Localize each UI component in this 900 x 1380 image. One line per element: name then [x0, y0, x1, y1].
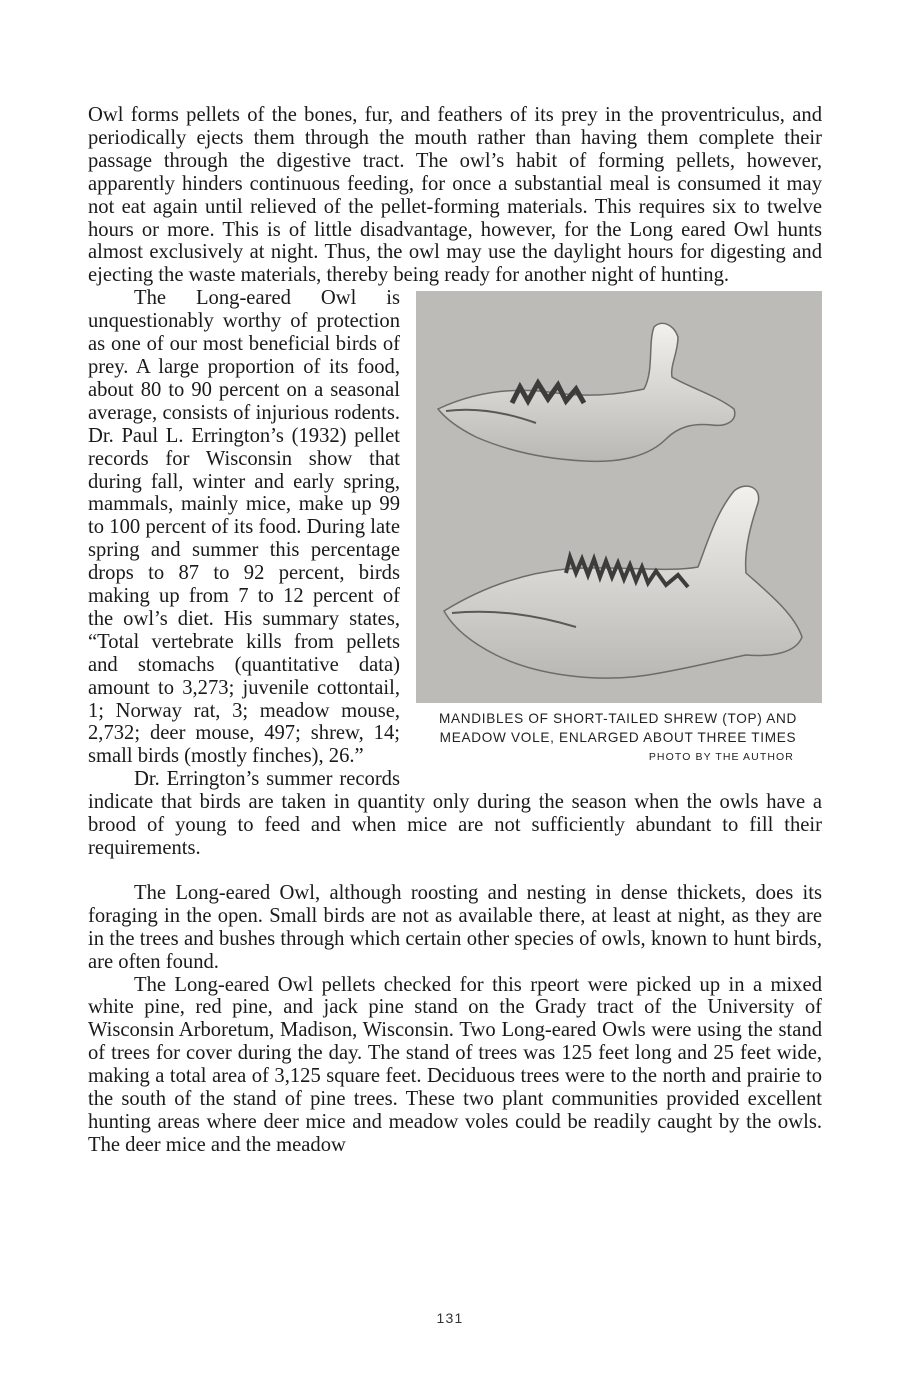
paragraph-pellet-site: The Long-eared Owl pellets checked for this rpeort were picked up in a mixed white pine, red pine, and jack pine stand on the Grady tract of the University of Wisconsin Arboretum, Madison, Wisconsin. Two Long-eared Owls were using the stand of trees for cover during the day. The stand of trees was 125 feet long and 25 feet wide, making a total area of 3,125 square feet. Deciduous trees were to the north and prairie to the south of the stand of pine trees. These two plant communities provided excellent hunting areas where deer mice and meadow voles could be readily caught by the owls. The deer mice and the meadow: [88, 973, 822, 1156]
page-number: 131: [436, 1310, 464, 1326]
page-body: [88, 104, 822, 1157]
paragraph-summer-records: Dr. Errington’s summer records indicate that birds are taken in quantity only during the season when the owls have a brood of young to feed and when mice are not sufficiently abundant to fill their requirements.: [88, 768, 822, 859]
figure-mandibles: [412, 291, 824, 769]
paragraph-protection: The Long-eared Owl is unquestionably worthy of protection as one of our most beneficial birds of prey. A large proportion of its food, about 80 to 90 percent on a seasonal average, consists of injurious rodents. Dr. Paul L. Errington’s (1932) pellet records for Wisconsin show that during fall, winter and early spring, mammals, mainly mice, make up 99 to 100 percent of its food. During late spring and summer this percentage drops to 87 to 92 percent, birds making up from 7 to 12 percent of the owl’s diet. His summary states, “Total vertebrate kills from pellets and stomachs (quantitative data) amount to 3,273; juvenile cottontail, 1; Norway rat, 3; meadow mouse, 2,732; deer mouse, 497; shrew, 14; small birds (mostly finches), 26.”: [88, 287, 400, 768]
mandibles-photo: [416, 291, 822, 703]
figure-caption: MANDIBLES OF SHORT-TAILED SHREW (TOP) AND MEADOW VOLE, ENLARGED ABOUT THREE TIMES: [438, 711, 797, 745]
section-gap: [88, 860, 822, 882]
photo-credit: PHOTO BY THE AUTHOR: [648, 751, 794, 764]
paragraph-foraging: The Long-eared Owl, although roosting and nesting in dense thickets, does its foraging in the open. Small birds are not as available there, at least at night, as they are in the trees and bushes through which certain other species of owls, known to hunt birds, are often found.: [88, 881, 822, 973]
paragraph-pellets: Owl forms pellets of the bones, fur, and feathers of its prey in the proventriculus, and periodically ejects them through the mouth rather than having them complete their passage through the digestive tract. The owl’s habit of forming pellets, however, apparently hinders continuous feeding, for once a substantial meal is consumed it may not eat again until relieved of the pellet-forming materials. This requires six to twelve hours or more. This is of little disadvantage, however, for the Long eared Owl hunts almost exclusively at night. Thus, the owl may use the daylight hours for digesting and ejecting the waste materials, thereby being ready for another night of hunting.: [88, 104, 822, 287]
